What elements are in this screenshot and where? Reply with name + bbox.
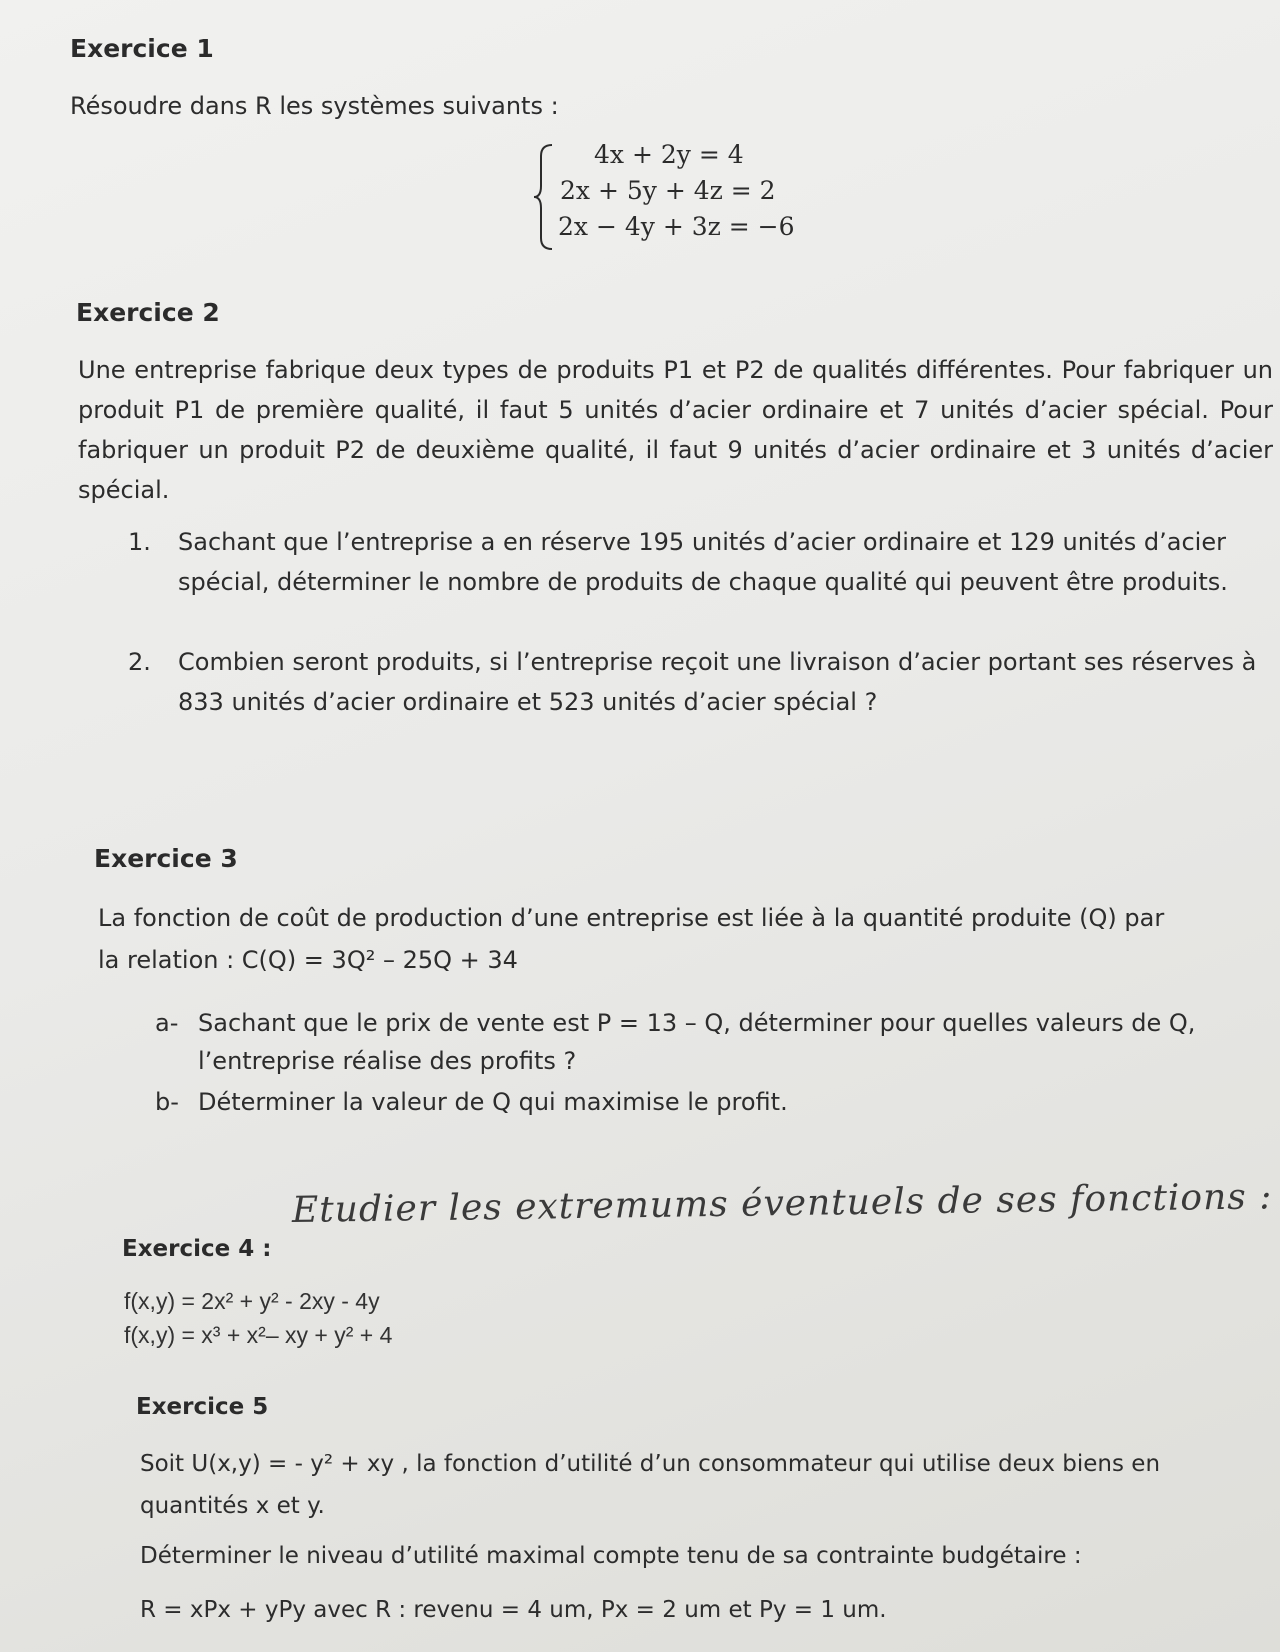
- ex5-line-3: Déterminer le niveau d’utilité maximal compte tenu de sa contrainte budgétaire :: [140, 1543, 1082, 1569]
- ex4-function-2: f(x,y) = x³ + x²– xy + y² + 4: [124, 1322, 393, 1348]
- b-text: Déterminer la valeur de Q qui maximise le profit.: [198, 1088, 788, 1116]
- ex3-intro-b: la relation : C(Q) = 3Q² – 25Q + 34: [98, 946, 518, 974]
- ex5-line-1: Soit U(x,y) = - y² + xy , la fonction d’utilité d’un consommateur qui utilise deux biens en: [140, 1451, 1161, 1477]
- ex2-intro: Une entreprise fabrique deux types de produits P1 et P2 de qualités différentes. Pour fabriquer un produit P1 de première qualité, il faut 5 unités d’acier ordinaire et 7 unités d’acier spécial. Pour fabriquer un produit P2 de deuxième qualité, il faut 9 unités d’acier ordinaire et 3 unités d’acier spécial.: [78, 356, 1273, 504]
- ex1-system: [532, 140, 852, 260]
- system-eq-1: 4x + 2y = 4: [594, 140, 744, 169]
- ex2-question-1: [128, 522, 1278, 602]
- q1-text: Sachant que l’entreprise a en réserve 195 unités d’acier ordinaire et 129 unités d’acier spécial, déterminer le nombre de produits de chaque qualité qui peuvent être produits.: [178, 528, 1228, 596]
- ex3-intro-a: La fonction de coût de production d’une entreprise est liée à la quantité produite (Q) par: [98, 904, 1165, 932]
- a-text: Sachant que le prix de vente est P = 13 – Q, déterminer pour quelles valeurs de Q, l’entreprise réalise des profits ?: [198, 1009, 1196, 1075]
- ex4-handwritten-note: Etudier les extremums éventuels de ses fonctions :: [291, 1176, 1273, 1231]
- system-eq-3: 2x − 4y + 3z = −6: [558, 212, 795, 241]
- ex4-function-1: f(x,y) = 2x² + y² - 2xy - 4y: [124, 1288, 380, 1314]
- ex5-title: Exercice 5: [136, 1394, 269, 1420]
- ex3-question-a: [155, 1004, 1275, 1080]
- ex2-title: Exercice 2: [76, 298, 220, 327]
- q2-number: 2.: [128, 648, 151, 676]
- b-label: b-: [155, 1088, 179, 1116]
- ex3-title: Exercice 3: [94, 844, 238, 873]
- ex1-prompt: Résoudre dans R les systèmes suivants :: [70, 92, 559, 120]
- ex2-question-2: [128, 642, 1278, 722]
- brace-icon: [532, 142, 556, 252]
- ex3-question-b: [155, 1082, 1275, 1122]
- system-eq-2: 2x + 5y + 4z = 2: [560, 176, 776, 205]
- ex5-line-2: quantités x et y.: [140, 1493, 325, 1519]
- ex4-title: Exercice 4 :: [122, 1236, 272, 1262]
- q1-number: 1.: [128, 528, 151, 556]
- q2-text: Combien seront produits, si l’entreprise reçoit une livraison d’acier portant ses réserves à 833 unités d’acier ordinaire et 523 unités d’acier spécial ?: [178, 648, 1257, 716]
- ex1-title: Exercice 1: [70, 34, 214, 63]
- ex5-line-4: R = xPx + yPy avec R : revenu = 4 um, Px = 2 um et Py = 1 um.: [140, 1597, 887, 1623]
- a-label: a-: [155, 1009, 179, 1037]
